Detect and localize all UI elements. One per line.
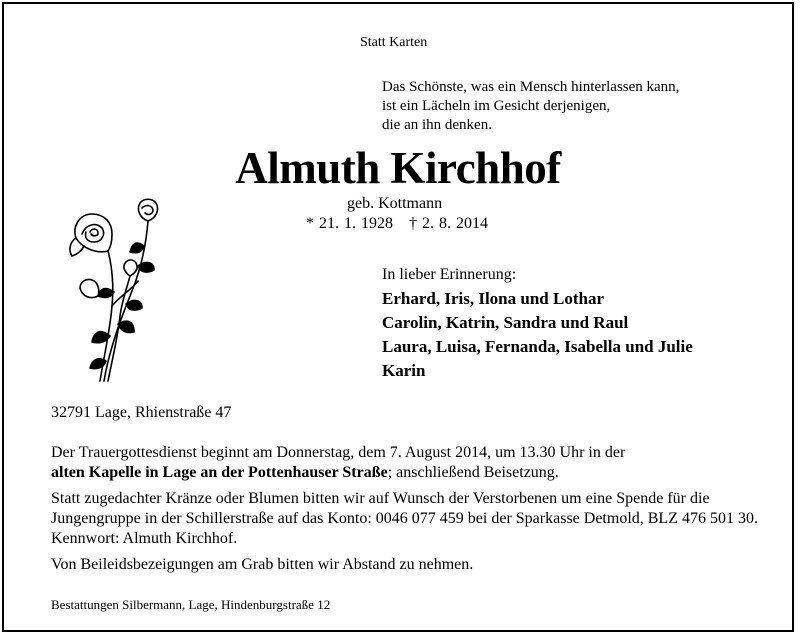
quote-line: Das Schönste, was ein Mensch hinterlassen kann,: [382, 79, 680, 95]
obituary-notice: [2, 2, 794, 632]
family-line: Karin: [382, 361, 426, 380]
donation-paragraph: Statt zugedachter Kränze oder Blumen bitten wir auf Wunsch der Verstorbenen um eine Spende für die Jungengruppe in der Schillerstraße auf das Konto: 0046 077 459 bei der Sparkasse Detmold, BLZ 476 501 30. Kennwort: Almuth Kirchhof.: [51, 490, 758, 547]
memory-intro: In lieber Erinnerung:: [382, 266, 517, 283]
service-paragraph: [51, 443, 771, 483]
rose-illustration: [60, 196, 170, 384]
death-date: † 2. 8. 2014: [409, 215, 488, 232]
service-text: Der Trauergottesdienst beginnt am Donnerstag, dem 7. August 2014, um 13.30 Uhr in der: [51, 444, 626, 461]
condolence-paragraph: Von Beileidsbezeigungen am Grab bitten wir Abstand zu nehmen.: [51, 556, 474, 573]
quote: [382, 78, 679, 135]
address: 32791 Lage, Rhienstraße 47: [51, 404, 232, 421]
life-dates: [306, 215, 488, 233]
birth-date: * 21. 1. 1928: [306, 215, 393, 232]
service-followup: ; anschließend Beisetzung.: [387, 464, 559, 481]
family-line: Erhard, Iris, Ilona und Lothar: [382, 289, 604, 308]
body-text: [51, 443, 771, 581]
in-memory: [382, 263, 693, 383]
quote-line: ist ein Lächeln im Gesicht derjenigen,: [382, 98, 611, 114]
header-text: Statt Karten: [360, 35, 428, 50]
quote-line: die an ihn denken.: [382, 117, 492, 133]
birth-name: geb. Kottmann: [347, 195, 443, 212]
deceased-name: Almuth Kirchhof: [235, 143, 561, 193]
funeral-home: Bestattungen Silbermann, Lage, Hindenburgstraße 12: [51, 597, 331, 612]
family-line: Laura, Luisa, Fernanda, Isabella und Julie: [382, 337, 693, 356]
family-line: Carolin, Katrin, Sandra und Raul: [382, 313, 629, 332]
service-location: alten Kapelle in Lage an der Pottenhauser Straße: [51, 464, 388, 481]
